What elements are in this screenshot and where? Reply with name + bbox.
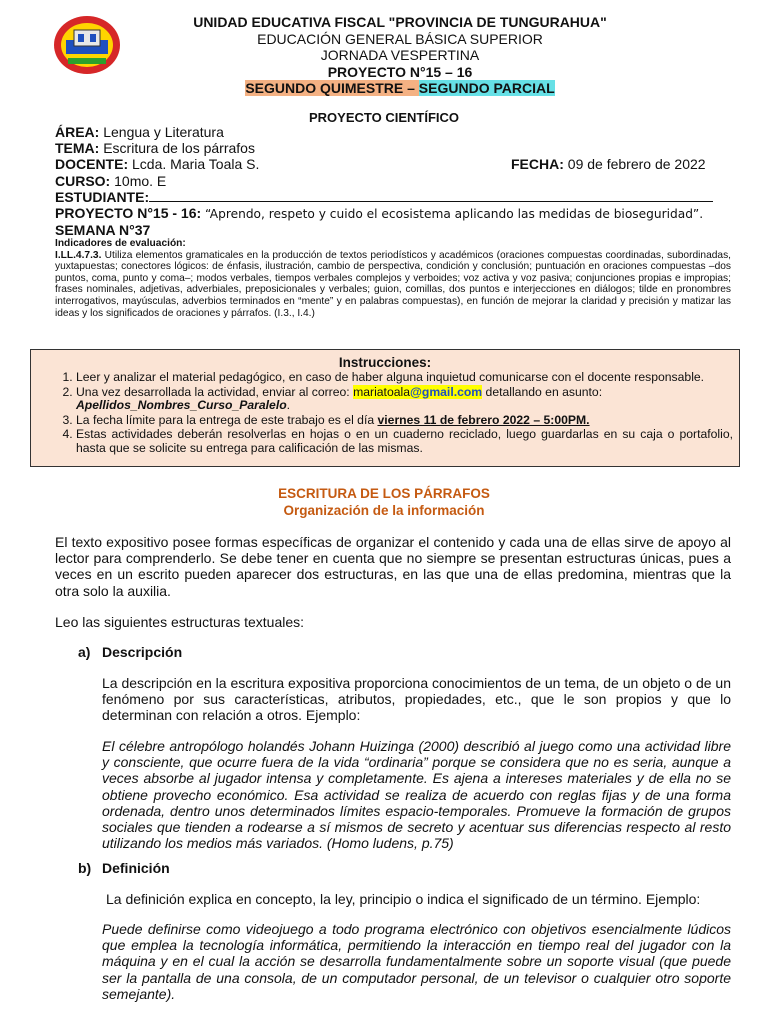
curso-label: CURSO:: [55, 172, 111, 189]
email-link[interactable]: [353, 385, 482, 399]
indicators: [55, 238, 731, 319]
instruction-item-3: [76, 414, 733, 428]
estudiante-line: [149, 189, 713, 202]
proyecto-motto: “Aprendo, respeto y cuido el ecosistema aplicando las medidas de bioseguridad”.: [201, 207, 704, 222]
docente-label: DOCENTE:: [55, 156, 129, 173]
instruction-item-4: 4. Estas actividades deberán resolverlas en hojas o en un cuaderno reciclado, luego guardarlas en su caja o portafolio, hasta que se solicite su entrega para calificación de las mismas.: [76, 428, 733, 455]
instructions-box: [30, 349, 740, 467]
instruction-2-end: .: [286, 398, 291, 413]
intro-paragraph: El texto expositivo posee formas específicas de organizar el contenido y cada una de ellas sirve de apoyo al lector para comprenderlo. Se debe tener en cuenta que no siempre se presentan estructuras únicas, pues a veces en un escrito pueden aparecer dos estructuras, en las que una de ellas predomina, mientras que la otra solo la auxilia.: [55, 534, 731, 599]
project-title: PROYECTO CIENTÍFICO: [309, 110, 459, 125]
instruction-3-text: La fecha límite para la entrega de este trabajo es el día: [76, 412, 378, 427]
school-shift: JORNADA VESPERTINA: [320, 47, 480, 63]
area-label: ÁREA:: [55, 124, 100, 140]
instructions-title: Instrucciones:: [338, 355, 432, 370]
tema-label: TEMA:: [55, 140, 100, 157]
deadline-date: viernes 11 de febrero 2022 – 5:00PM.: [377, 412, 590, 427]
term-quimestre: SEGUNDO QUIMESTRE –: [245, 80, 419, 96]
item-b-title: Definición: [102, 860, 170, 876]
area-row: [55, 124, 735, 140]
description-example: El célebre antropólogo holandés Johann Huizinga (2000) describió al juego como una actividad libre y consciente, que ocurre fuera de la vida “ordinaria” porque se considera que no es seria, aunque a veces absorbe al jugador intensa y completamente. Es ajena a intereses materiales y de ella no se obtiene provecho económico. Esa actividad se realiza de acuerdo con reglas fijas y de una forma ordenada, dentro unos determinados límites espacio-temporales. Promueve la formación de grupos sociales que tienden a rodearse a sí mismos de secreto y acentuar sus diferencias respecto al resto utilizando los medios más variados. (Homo ludens, p.75): [102, 738, 731, 852]
proyecto-row: [55, 205, 735, 222]
lead-paragraph: Leo las siguientes estructuras textuales:: [55, 614, 305, 630]
term-parcial: SEGUNDO PARCIAL: [418, 80, 555, 96]
email-domain: @gmail.com: [409, 384, 483, 399]
indicators-body: [55, 250, 731, 320]
section-subtitle: Organización de la información: [283, 503, 485, 518]
education-level: EDUCACIÓN GENERAL BÁSICA SUPERIOR: [257, 30, 543, 47]
indicator-code: I.LL.4.7.3.: [55, 249, 102, 261]
instruction-item-2: [76, 386, 733, 413]
project-number: PROYECTO N°15 – 16: [327, 63, 473, 80]
section-title: ESCRITURA DE LOS PÁRRAFOS: [278, 486, 490, 501]
school-logo: [52, 14, 122, 76]
definition-paragraph: La definición explica en concepto, la ley, principio o indica el significado de un término. Ejemplo:: [106, 891, 701, 907]
instruction-2-text-b: detallando en asunto:: [482, 384, 603, 399]
fecha-value: 09 de febrero de 2022: [563, 156, 706, 173]
instructions-list: [31, 371, 739, 456]
estudiante-label: ESTUDIANTE:: [55, 188, 150, 205]
school-name: UNIDAD EDUCATIVA FISCAL "PROVINCIA DE TUNGURAHUA": [193, 14, 607, 30]
instruction-2-text: Una vez desarrollada la actividad, enviar al correo:: [76, 384, 354, 399]
document-header: [140, 14, 660, 97]
instruction-item-1: 1. Leer y analizar el material pedagógico, en caso de haber alguna inquietud comunicarse con el docente responsable.: [76, 371, 733, 385]
item-a-label: a): [78, 644, 91, 660]
proyecto-label: PROYECTO N°15 - 16:: [55, 205, 202, 222]
tema-row: [55, 140, 735, 156]
email-subject-format: Apellidos_Nombres_Curso_Paralelo: [76, 398, 287, 413]
fecha-label: FECHA:: [511, 156, 564, 173]
docente-value: Lcda. Maria Toala S.: [128, 156, 260, 173]
item-a-title: Descripción: [102, 644, 183, 660]
description-paragraph: La descripción en la escritura expositiva proporciona conocimientos de un tema, de un objeto o de un fenómeno por sus características, atributos, propiedades, etc., que le son propios y que lo determinan con relación a otros. Ejemplo:: [102, 675, 731, 724]
curso-value: 10mo. E: [110, 172, 167, 189]
semana: SEMANA N°37: [55, 222, 151, 239]
indicators-title: Indicadores de evaluación:: [55, 238, 186, 249]
docente-row: [55, 156, 735, 172]
info-block: [55, 124, 735, 238]
fecha-field: [511, 156, 706, 172]
term-line: [140, 80, 660, 97]
email-user: mariatoala: [353, 384, 410, 399]
indicator-text: Utiliza elementos gramaticales en la producción de textos periodísticos y académicos (oraciones compuestas coordinadas, subordinadas, yuxtapuestas; conectores lógicos: de énfasis, ilustración, cambio de perspectiva, condición y conclusión; puntuación en oraciones compuestas –dos puntos, coma, punto y coma–; modos verbales, tiempos verbales complejos y verboides; voz activa y voz pasiva; conjunciones propias e impropias; frases nominales, adjetivas, adverbiales, preposicionales y verbales; guion, comillas, dos puntos e interjecciones en diálogos; tilde en pronombres interrogativos, mayúsculas, adverbios terminados en “mente” y en palabras compuestas), en función de mejorar la claridad y precisión y matizar las ideas y los significados de oraciones y párrafos. (I.3., I.4.): [55, 249, 731, 319]
tema-value: Escritura de los párrafos: [99, 140, 255, 157]
area-value: Lengua y Literatura: [99, 124, 224, 140]
estudiante-row: [55, 189, 735, 205]
item-b-label: b): [78, 860, 92, 876]
curso-row: [55, 173, 735, 189]
definition-example: Puede definirse como videojuego a todo programa electrónico con objetivos esencialmente lúdicos que emplea la tecnología informática, permitiendo la interacción en tiempo real del jugador con la máquina y en el cual la acción se desarrolla fundamentalmente sobre un soporte visual (que puede ser la pantalla de una consola, de un computador personal, de un televisor o cualquier otro soporte semejante).: [102, 921, 731, 1002]
